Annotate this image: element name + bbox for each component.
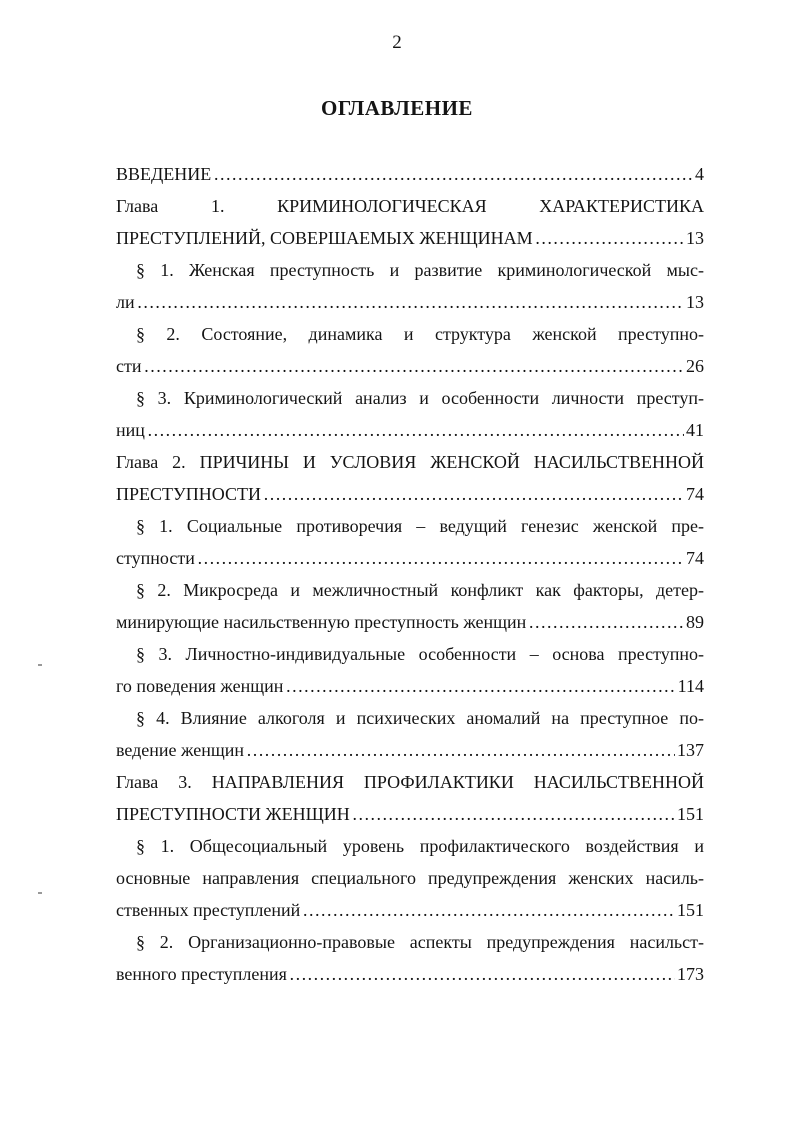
toc-entry-text: ственных преступлений: [116, 900, 301, 920]
toc-page-number: 151: [677, 900, 704, 920]
toc-entry[interactable]: [116, 254, 704, 318]
toc-entry-text: ведение женщин: [116, 740, 244, 760]
toc-entry-text: Глава 3. НАПРАВЛЕНИЯ ПРОФИЛАКТИКИ НАСИЛЬСТВЕННОЙ: [116, 772, 704, 792]
toc-entry-text: ПРЕСТУПЛЕНИЙ, СОВЕРШАЕМЫХ ЖЕНЩИНАМ: [116, 228, 533, 248]
scan-mark: [38, 664, 42, 666]
toc-entry-text: § 2. Состояние, динамика и структура женской преступно-: [136, 324, 704, 344]
toc-entry-text: § 3. Криминологический анализ и особенности личности преступ-: [136, 388, 704, 408]
toc-entry-text: Глава 2. ПРИЧИНЫ И УСЛОВИЯ ЖЕНСКОЙ НАСИЛЬСТВЕННОЙ: [116, 452, 704, 472]
toc-entry[interactable]: [116, 766, 704, 830]
toc-entry-text: ПРЕСТУПНОСТИ: [116, 484, 261, 504]
toc-page-number: 74: [686, 548, 704, 568]
toc-entry-text: венного преступления: [116, 964, 287, 984]
dot-leader: [535, 222, 684, 254]
toc-page-number: 41: [686, 420, 704, 440]
dot-leader: [197, 542, 684, 574]
toc-entry[interactable]: [116, 190, 704, 254]
toc-entry[interactable]: [116, 926, 704, 990]
toc-entry[interactable]: [116, 638, 704, 702]
toc-entry-text: § 4. Влияние алкоголя и психических аномалий на преступное по-: [136, 708, 704, 728]
toc-entry-text: ВВЕДЕНИЕ: [116, 164, 212, 184]
dot-leader: [285, 670, 675, 702]
toc-page-number: 89: [686, 612, 704, 632]
toc-entry-text: сти: [116, 356, 142, 376]
toc-entry-text: ПРЕСТУПНОСТИ ЖЕНЩИН: [116, 804, 350, 824]
toc-entry-text: § 1. Социальные противоречия – ведущий генезис женской пре-: [136, 516, 704, 536]
dot-leader: [147, 414, 684, 446]
dot-leader: [289, 958, 675, 990]
dot-leader: [528, 606, 684, 638]
toc-entry[interactable]: [116, 158, 704, 190]
dot-leader: [263, 478, 684, 510]
toc-page-number: 74: [686, 484, 704, 504]
toc-entry-text: основные направления специального предупреждения женских насиль-: [116, 868, 704, 888]
toc-entry-text: § 1. Общесоциальный уровень профилактического воздействия и: [136, 836, 704, 856]
dot-leader: [302, 894, 675, 926]
dot-leader: [213, 158, 693, 190]
toc-entry-text: минирующие насильственную преступность женщин: [116, 612, 527, 632]
toc-entry[interactable]: [116, 446, 704, 510]
toc-page-number: 13: [686, 228, 704, 248]
toc-entry[interactable]: [116, 318, 704, 382]
toc-entry[interactable]: [116, 382, 704, 446]
toc-entry[interactable]: [116, 830, 704, 926]
page-number: 2: [392, 32, 402, 53]
toc-entry[interactable]: [116, 702, 704, 766]
toc-entry-text: § 3. Личностно-индивидуальные особенности – основа преступно-: [136, 644, 704, 664]
table-of-contents: [116, 158, 704, 990]
toc-entry-text: ли: [116, 292, 135, 312]
toc-entry-text: § 1. Женская преступность и развитие криминологической мыс-: [136, 260, 704, 280]
dot-leader: [246, 734, 675, 766]
toc-page-number: 26: [686, 356, 704, 376]
scan-mark: [38, 892, 42, 894]
toc-entry-text: § 2. Организационно-правовые аспекты предупреждения насильст-: [136, 932, 704, 952]
toc-page-number: 13: [686, 292, 704, 312]
toc-page-number: 114: [677, 676, 704, 696]
toc-page-number: 173: [677, 964, 704, 984]
toc-entry-text: Глава 1. КРИМИНОЛОГИЧЕСКАЯ ХАРАКТЕРИСТИКА: [116, 196, 704, 216]
toc-entry[interactable]: [116, 510, 704, 574]
toc-page-number: 151: [677, 804, 704, 824]
toc-entry-text: § 2. Микросреда и межличностный конфликт как факторы, детер-: [136, 580, 704, 600]
toc-entry-text: ниц: [116, 420, 145, 440]
dot-leader: [144, 350, 685, 382]
toc-title: ОГЛАВЛЕНИЕ: [321, 96, 473, 120]
toc-page-number: 137: [677, 740, 704, 760]
toc-entry-text: го поведения женщин: [116, 676, 284, 696]
toc-page-number: 4: [695, 164, 704, 184]
dot-leader: [137, 286, 684, 318]
toc-entry-text: ступности: [116, 548, 195, 568]
dot-leader: [352, 798, 675, 830]
toc-entry[interactable]: [116, 574, 704, 638]
